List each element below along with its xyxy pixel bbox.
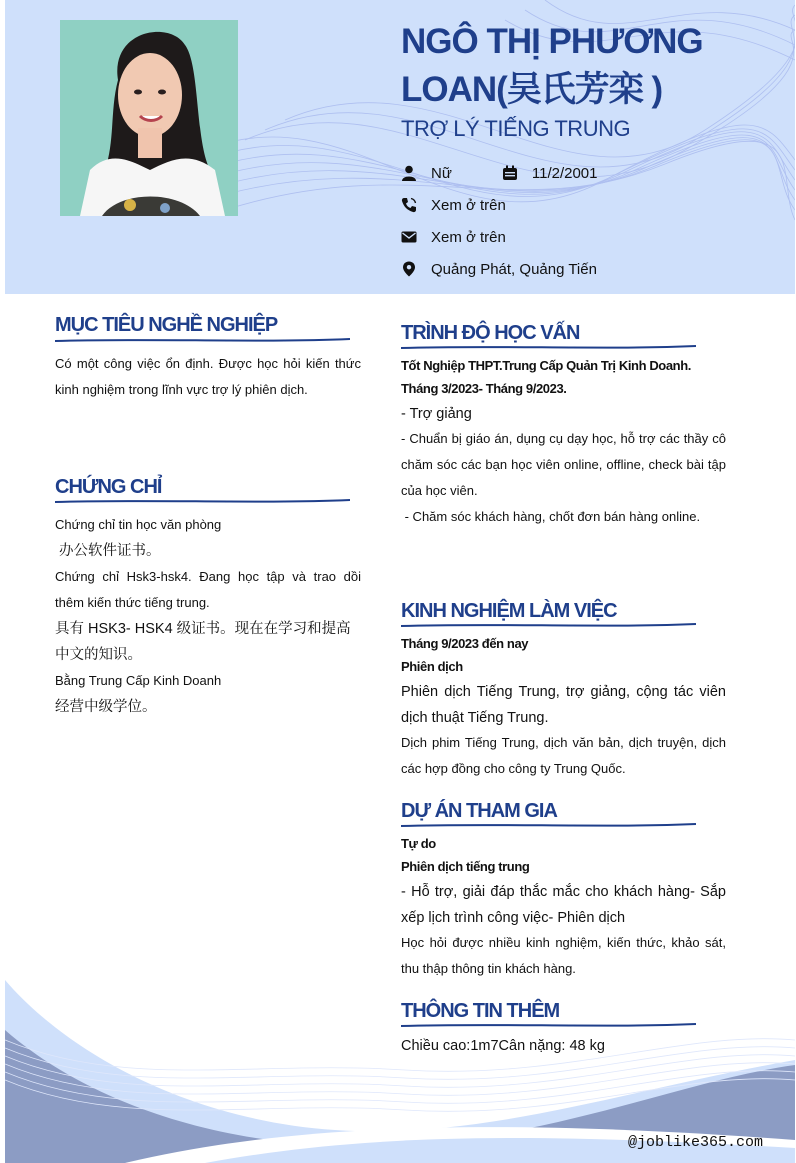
education-school: Tốt Nghiệp THPT.Trung Cấp Quản Trị Kinh Doanh. bbox=[401, 358, 691, 373]
education-desc-1: - Chuẩn bị giáo án, dụng cụ dạy học, hỗ trợ các thầy cô chăm sóc các bạn học viên online, offline, check bài tập của học viên. bbox=[401, 431, 726, 498]
gender-birthdate-row bbox=[401, 162, 598, 184]
education-role: - Trợ giảng bbox=[401, 406, 472, 422]
education-desc-2: - Chăm sóc khách hàng, chốt đơn bán hàng online. bbox=[401, 509, 701, 524]
address-row bbox=[401, 258, 597, 280]
certificate-2: Chứng chỉ Hsk3-hsk4. Đang học tập và trao dồi thêm kiến thức tiếng trung. bbox=[55, 569, 361, 610]
education-period: Tháng 3/2023- Tháng 9/2023. bbox=[401, 381, 567, 396]
project-org: Tự do bbox=[401, 836, 436, 851]
candidate-name: NGÔ THỊ PHƯƠNG LOAN(吴氏芳栾 ) bbox=[401, 22, 703, 109]
address-value: Quảng Phát, Quảng Tiến bbox=[431, 260, 597, 278]
footer-website: @joblike365.com bbox=[628, 1134, 764, 1151]
education-underline bbox=[401, 343, 696, 351]
additional-underline bbox=[401, 1021, 696, 1029]
email-value: Xem ở trên bbox=[431, 228, 506, 246]
email-icon bbox=[401, 229, 417, 245]
experience-position: Phiên dịch bbox=[401, 659, 463, 674]
project-desc-2: Học hỏi được nhiều kinh nghiệm, kiến thức, khảo sát, thu thập thông tin khách hàng. bbox=[401, 935, 726, 976]
project-name: Phiên dịch tiếng trung bbox=[401, 859, 530, 874]
phone-row bbox=[401, 194, 506, 216]
objective-text: Có một công việc ổn định. Được học hỏi kiến thức kinh nghiệm trong lĩnh vực trợ lý phiên dịch. bbox=[55, 356, 361, 397]
experience-desc-2: Dịch phim Tiếng Trung, dịch văn bản, dịch truyện, dịch các hợp đồng cho công ty Trung Quốc. bbox=[401, 735, 726, 776]
experience-title: KINH NGHIỆM LÀM VIỆC bbox=[401, 600, 617, 622]
gender-value: Nữ bbox=[431, 164, 452, 182]
certificate-3-cn: 经营中级学位。 bbox=[55, 699, 157, 715]
objective-title: MỤC TIÊU NGHỀ NGHIỆP bbox=[55, 314, 278, 336]
education-title: TRÌNH ĐỘ HỌC VẤN bbox=[401, 322, 580, 344]
experience-underline bbox=[401, 621, 696, 629]
certificate-1: Chứng chỉ tin học văn phòng bbox=[55, 517, 222, 532]
certificates-underline bbox=[55, 497, 350, 505]
birthdate-value: 11/2/2001 bbox=[531, 164, 598, 182]
additional-text: Chiều cao:1m7Cân nặng: 48 kg bbox=[401, 1038, 605, 1054]
certificates-title: CHỨNG CHỈ bbox=[55, 476, 162, 498]
certificate-1-cn: 办公软件证书。 bbox=[55, 543, 161, 559]
additional-title: THÔNG TIN THÊM bbox=[401, 1000, 560, 1022]
objective-underline bbox=[55, 336, 350, 344]
experience-period: Tháng 9/2023 đến nay bbox=[401, 636, 529, 651]
phone-icon bbox=[401, 197, 417, 213]
projects-title: DỰ ÁN THAM GIA bbox=[401, 800, 557, 822]
calendar-icon bbox=[502, 165, 518, 181]
experience-desc-1: Phiên dịch Tiếng Trung, trợ giảng, cộng tác viên dịch thuật Tiếng Trung. bbox=[401, 684, 726, 726]
certificate-2-cn: 具有 HSK3- HSK4 级证书。现在在学习和提高中文的知识。 bbox=[55, 621, 351, 663]
certificate-3: Bằng Trung Cấp Kinh Doanh bbox=[55, 673, 222, 688]
job-title: TRỢ LÝ TIẾNG TRUNG bbox=[401, 116, 631, 141]
email-row bbox=[401, 226, 506, 248]
phone-value: Xem ở trên bbox=[431, 196, 506, 214]
location-icon bbox=[401, 261, 417, 277]
portrait-image bbox=[60, 20, 238, 216]
project-desc-1: - Hỗ trợ, giải đáp thắc mắc cho khách hàng- Sắp xếp lịch trình công việc- Phiên dịch bbox=[401, 884, 726, 926]
user-icon bbox=[401, 165, 417, 181]
projects-underline bbox=[401, 821, 696, 829]
profile-photo bbox=[60, 20, 238, 216]
